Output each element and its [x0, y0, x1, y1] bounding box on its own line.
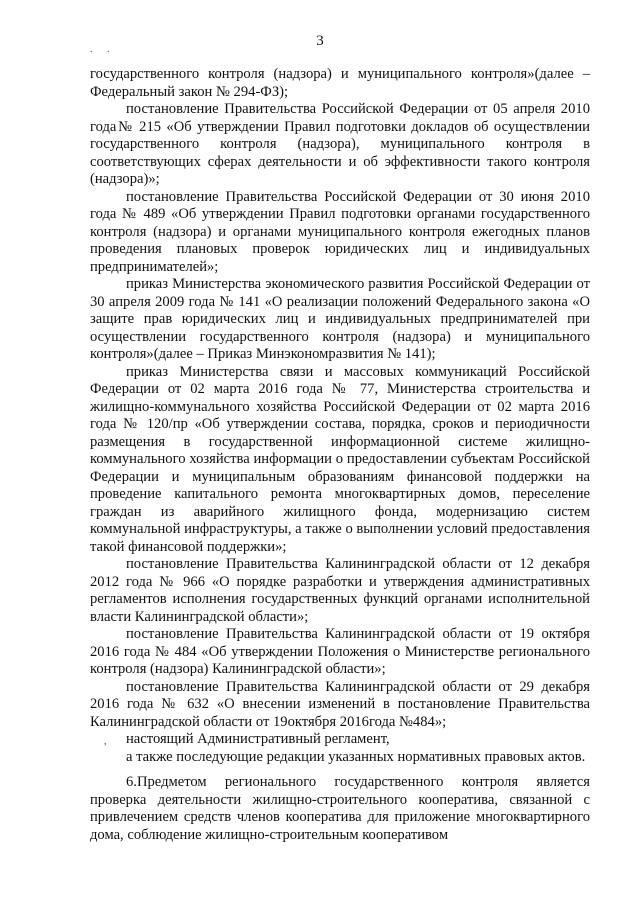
paragraph-order-141: приказ Министерства экономического развития Российской Федерации от 30 апреля 2009 года № 141 «О реализации положений Федерального закона «О защите прав юридических лиц и индивидуальных предпринимателей при осуществлении государственного контроля (надзора) и муниципального контроля»(далее – Приказ Минэкономразвития № 141); [90, 276, 590, 362]
paragraph-decree-489: постановление Правительства Российской Федерации от 30 июня 2010 года № 489 «Об утверждении Правил подготовки органами государственного контроля (надзора) и органами муниципального контроля ежегодных планов проведения плановых проверок юридических лиц и индивидуальных предпринимателей»; [90, 188, 590, 275]
paragraph-item-6: 6.Предметом регионального государственного контроля является проверка деятельности жилищно-строительного кооператива, связанной с привлечением средств членов кооператива для приложение многоквартирного дома, соблюдение жилищно-строительным кооперативом [90, 774, 590, 843]
page-number: 3 [316, 33, 324, 49]
paragraph-subsequent-editions: а также последующие редакции указанных нормативных правовых актов. [126, 748, 586, 765]
paragraph-decree-632: постановление Правительства Калининградской области от 29 декабря 2016 года № 632 «О внесении изменений в постановление Правительства Калининградской области от 19октября 2016года №484»; [90, 678, 590, 730]
paragraph-decree-215: постановление Правительства Российской Федерации от 05 апреля 2010 года№ 215 «Об утверждении Правил подготовки докладов об осуществлении государственного контроля (надзора), муниципального контроля в соответствующих сферах деятельности и об эффективности такого контроля (надзора)»; [90, 101, 590, 187]
scan-artifact-dots: . . [90, 44, 116, 55]
paragraph-decree-484: постановление Правительства Калининградской области от 19 октября 2016 года № 484 «Об утверждении Положения о Министерстве регионального контроля (надзора) Калининградской области»; [90, 626, 590, 677]
paragraph-decree-966: постановление Правительства Калининградской области от 12 декабря 2012 года № 966 «О порядке разработки и утверждения административных регламентов исполнения государственных функций органами исполнительной власти Калининградской области»; [90, 556, 590, 625]
margin-mark: , [104, 736, 107, 747]
document-body [90, 66, 590, 844]
paragraph-order-77: приказ Министерства связи и массовых коммуникаций Российской Федерации от 02 марта 2016 года № 77, Министерства строительства и жилищно-коммунального хозяйства Российской Федерации от 02 марта 2016 года № 120/пр «Об утверждении состава, порядка, сроков и периодичности размещения в государственной информационной системе жилищно-коммунального хозяйства информации о предоставлении субъектам Российской Федерации и муниципальным образованиям финансовой поддержки на проведение капитального ремонта многоквартирных домов, переселение граждан из аварийного жилищного фонда, модернизацию систем коммунальной инфраструктуры, а также о выполнении условий предоставления такой финансовой поддержки»; [90, 363, 590, 555]
paragraph-federal-law-continuation: государственного контроля (надзора) и муниципального контроля»(далее – Федеральный закон № 294-ФЗ); [90, 66, 590, 100]
paragraph-this-regulation: настоящий Административный регламент, [126, 731, 390, 747]
